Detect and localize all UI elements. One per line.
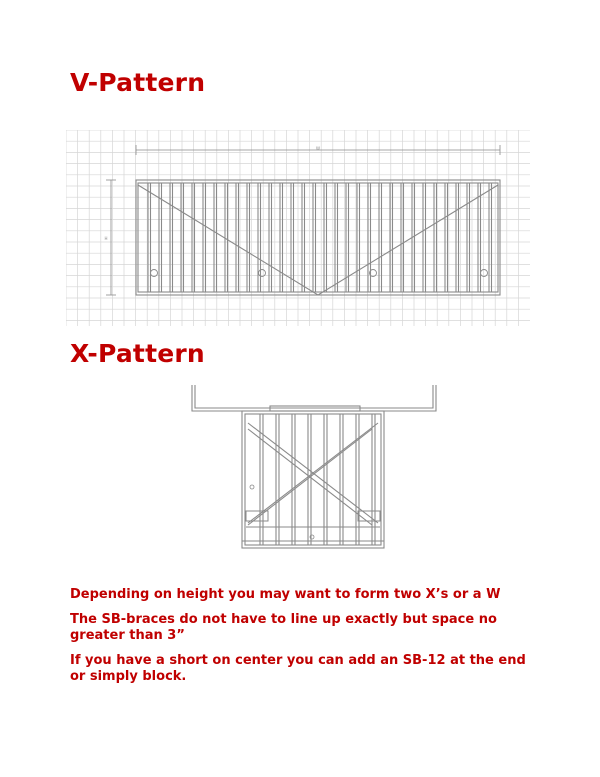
x-blocking bbox=[246, 511, 380, 527]
x-pattern-heading: X-Pattern bbox=[70, 339, 205, 368]
v-pattern-diagram bbox=[66, 130, 530, 326]
v-height-label: H bbox=[104, 236, 108, 241]
notes-section bbox=[70, 587, 540, 694]
x-studs bbox=[260, 414, 375, 545]
note-two-xs-or-w: Depending on height you may want to form two X’s or a W bbox=[70, 587, 501, 602]
x-pattern-diagram bbox=[186, 381, 442, 553]
x-top-plate bbox=[192, 385, 436, 411]
note-brace-spacing: The SB-braces do not have to line up exactly but space no greater than 3” bbox=[70, 612, 497, 643]
v-width-label: W bbox=[316, 146, 320, 151]
v-pattern-heading: V-Pattern bbox=[70, 68, 206, 97]
note-short-on-center: If you have a short on center you can add an SB-12 at the end or simply block. bbox=[70, 653, 526, 684]
